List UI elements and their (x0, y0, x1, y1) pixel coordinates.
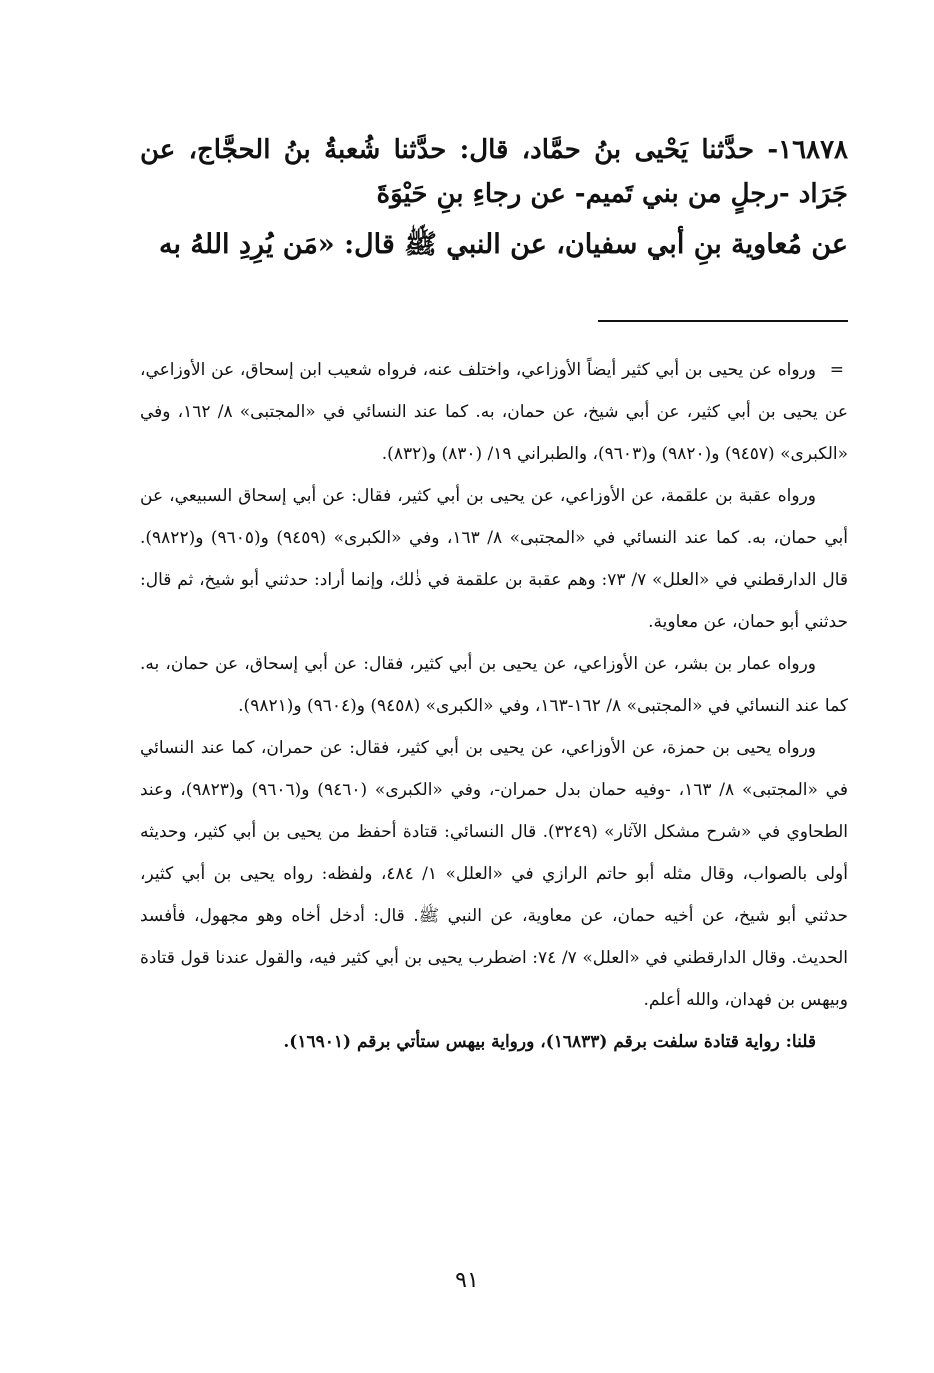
footnote-paragraph-text: ورواه عن يحيى بن أبي كثير أيضاً الأوزاعي، واختلف عنه، فرواه شعيب ابن إسحاق، عن الأوزاعي، عن يحيى بن أبي كثير، عن أبي شيخ، عن حمان، به. كما عند النسائي في «المجتبى» ٨/ ١٦٢، وفي «الكبرى» (٩٤٥٧) و(٩٨٢٠) و(٩٦٠٣)، والطبراني ١٩/ (٨٣٠) و(٨٣٢). (140, 360, 848, 464)
main-text (140, 128, 848, 268)
footnote-paragraph: قلنا: رواية قتادة سلفت برقم (١٦٨٣٣)، ورواية بيهس ستأتي برقم (١٦٩٠١). (283, 1032, 816, 1052)
continuation-marker: = (829, 360, 844, 380)
hadith-matn-start: عن مُعاوية بنِ أبي سفيان، عن النبي ﷺ قال: «مَن يُرِدِ اللهُ به (159, 229, 848, 260)
hadith-isnad: ١٦٨٧٨- حدَّثنا يَحْيى بنُ حمَّاد، قال: حدَّثنا شُعبةُ بنُ الحجَّاج، عن جَرَاد -رجلٍ من بني تَميم- عن رجاءِ بنِ حَيْوَةَ (140, 135, 848, 209)
footnote-paragraph: ورواه عمار بن بشر، عن الأوزاعي، عن يحيى بن أبي كثير، فقال: عن أبي إسحاق، عن حمان، به. كما عند النسائي في «المجتبى» ٨/ ١٦٢-١٦٣، وفي «الكبرى» (٩٤٥٨) و(٩٦٠٤) و(٩٨٢١). (140, 654, 848, 716)
footnotes (140, 349, 848, 1063)
footnote-paragraph: ورواه عقبة بن علقمة، عن الأوزاعي، عن يحيى بن أبي كثير، فقال: عن أبي إسحاق السبيعي، عن أبي حمان، به. كما عند النسائي في «المجتبى» ٨/ ١٦٣، وفي «الكبرى» (٩٤٥٩) و(٩٦٠٥) و(٩٨٢٢). قال الدارقطني في «العلل» ٧/ ٧٣: وهم عقبة بن علقمة في ذٰلك، وإنما أراد: حدثني أبو شيخ، ثم قال: حدثني أبو حمان، عن معاوية. (140, 486, 848, 632)
footnote-paragraph: ورواه يحيى بن حمزة، عن الأوزاعي، عن يحيى بن أبي كثير، فقال: عن حمران، كما عند النسائي في «المجتبى» ٨/ ١٦٣، -وفيه حمان بدل حمران-، وفي «الكبرى» (٩٤٦٠) و(٩٦٠٦) و(٩٨٢٣)، وعند الطحاوي في «شرح مشكل الآثار» (٣٢٤٩). قال النسائي: قتادة أحفظ من يحيى بن أبي كثير، وحديثه أولى بالصواب، وقال مثله أبو حاتم الرازي في «العلل» ١/ ٤٨٤، ولفظه: رواه يحيى بن أبي كثير، حدثني أبو شيخ، عن أخيه حمان، عن معاوية، عن النبي ﷺ. قال: أدخل أخاه وهو مجهول، فأفسد الحديث. وقال الدارقطني في «العلل» ٧/ ٧٤: اضطرب يحيى بن أبي كثير فيه، والقول عندنا قول قتادة وبيهس بن فهدان، والله أعلم. (140, 738, 848, 1010)
footnote-divider (598, 320, 848, 322)
page-number: ٩١ (455, 1268, 479, 1293)
footnote-paragraph (140, 349, 848, 475)
